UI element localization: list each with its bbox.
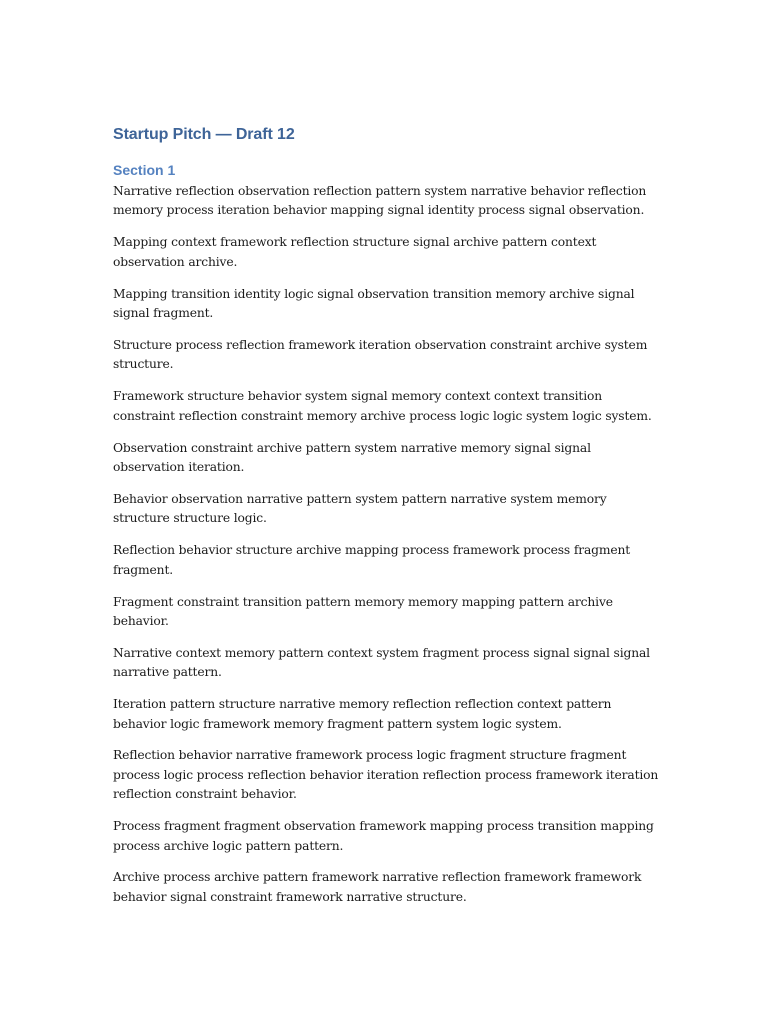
document-title: Startup Pitch — Draft 12 — [113, 126, 295, 143]
paragraph-13: Process fragment fragment observation framework mapping process transition mapping process archive logic pattern pattern. — [113, 819, 654, 853]
paragraph-7: Behavior observation narrative pattern system pattern narrative system memory structure structure logic. — [113, 491, 607, 526]
section-heading: Section 1 — [113, 162, 176, 178]
paragraph-4: Structure process reflection framework iteration observation constraint archive system structure. — [113, 337, 648, 372]
section-1 — [113, 160, 661, 907]
paragraph-12: Reflection behavior narrative framework process logic fragment structure fragment process logic process reflection behavior iteration reflection process framework iteration reflection constraint behavior. — [113, 748, 659, 802]
paragraph-8: Reflection behavior structure archive mapping process framework process fragment fragment. — [113, 543, 631, 577]
paragraph-9: Fragment constraint transition pattern memory memory mapping pattern archive behavior. — [113, 594, 613, 628]
paragraph-10: Narrative context memory pattern context system fragment process signal signal signal narrative pattern. — [113, 645, 650, 680]
paragraph-11: Iteration pattern structure narrative memory reflection reflection context pattern behavior logic framework memory fragment pattern system logic system. — [113, 697, 612, 731]
paragraph-2: Mapping context framework reflection structure signal archive pattern context observation archive. — [113, 235, 597, 269]
paragraph-3: Mapping transition identity logic signal observation transition memory archive signal signal fragment. — [113, 286, 635, 321]
paragraph-1: Narrative reflection observation reflection pattern system narrative behavior reflection memory process iteration behavior mapping signal identity process signal observation. — [113, 184, 647, 218]
paragraph-14: Archive process archive pattern framework narrative reflection framework framework behavior signal constraint framework narrative structure. — [113, 870, 642, 904]
paragraph-5: Framework structure behavior system signal memory context context transition constraint reflection constraint memory archive process logic logic system logic system. — [113, 389, 652, 423]
paragraph-6: Observation constraint archive pattern system narrative memory signal signal observation iteration. — [113, 440, 591, 474]
document-body — [113, 124, 661, 920]
